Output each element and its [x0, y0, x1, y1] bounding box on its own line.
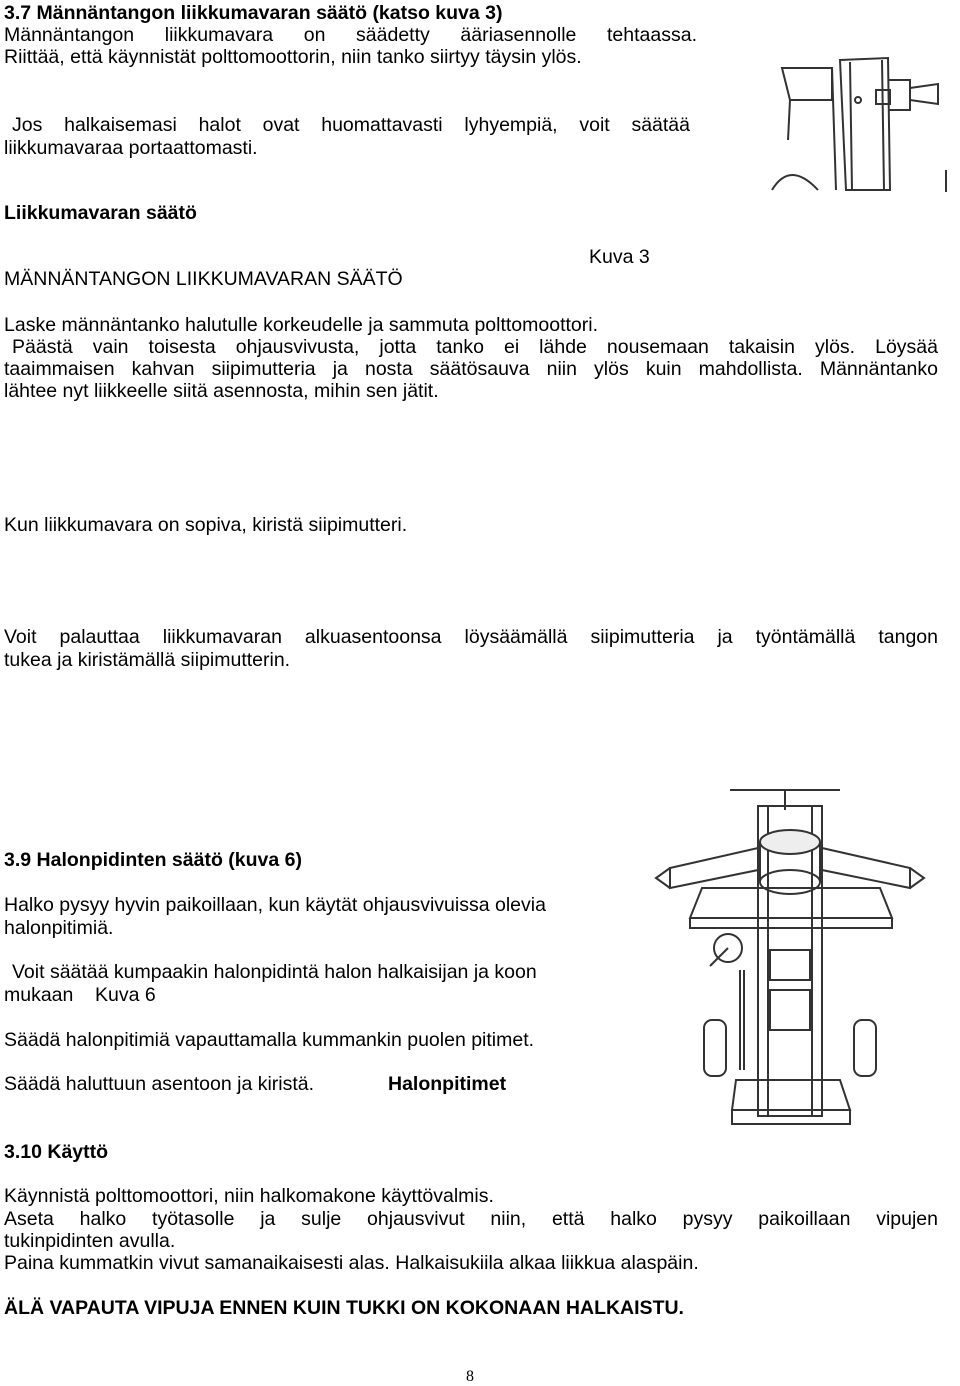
s310-line4: Paina kummatkin vivut samanaikaisesti alas. Halkaisukiila alkaa liikkua alaspäin. [4, 1252, 699, 1274]
s37-p3-line3: taaimmaisen kahvan siipimutteria ja nosta säätösauva niin ylös kuin mahdollista. Männäntanko [4, 358, 938, 380]
s37-p3-line4: lähtee nyt liikkeelle siitä asennosta, mihin sen jätit. [4, 380, 439, 402]
s39-p1-line2: halonpitimiä. [4, 917, 114, 939]
s37-p2-line1: Jos halkaisemasi halot ovat huomattavasti lyhyempiä, voit säätää [12, 114, 690, 136]
s37-p2-line2: liikkumavaraa portaattomasti. [4, 137, 258, 159]
s39-p1-line1: Halko pysyy hyvin paikoillaan, kun käytät ohjausvivuissa olevia [4, 894, 546, 916]
s37-p3-line2: Päästä vain toisesta ohjausvivusta, jotta tanko ei lähde nousemaan takaisin ylös. Löysää [12, 336, 938, 358]
s39-p2-line2: mukaan Kuva 6 [4, 984, 156, 1006]
s37-p3-line1: Laske männäntanko halutulle korkeudelle ja sammuta polttomoottori. [4, 314, 599, 336]
s37-caption: MÄNNÄNTANGON LIIKKUMAVARAN SÄÄTÖ [4, 268, 403, 290]
s310-line1: Käynnistä polttomoottori, niin halkomakone käyttövalmis. [4, 1185, 494, 1207]
log-holders-label: Halonpitimet [388, 1073, 507, 1095]
page-number: 8 [466, 1368, 474, 1385]
section-3-9-heading: 3.9 Halonpidinten säätö (kuva 6) [4, 849, 302, 871]
s37-p4: Kun liikkumavara on sopiva, kiristä siipimutteri. [4, 514, 408, 536]
figure-3-illustration [760, 40, 960, 200]
s37-p5-line2: tukea ja kiristämällä siipimutterin. [4, 649, 291, 671]
s310-line3: tukinpidinten avulla. [4, 1230, 176, 1252]
s39-p2-line1: Voit säätää kumpaakin halonpidintä halon halkaisijan ja koon [12, 961, 537, 983]
section-3-10-heading: 3.10 Käyttö [4, 1141, 109, 1163]
section-3-7-heading: 3.7 Männäntangon liikkumavaran säätö (katso kuva 3) [4, 2, 503, 24]
s37-p1-line2: Riittää, että käynnistät polttomoottorin, niin tanko siirtyy täysin ylös. [4, 46, 582, 68]
s37-p5-line1: Voit palauttaa liikkumavaran alkuasentoonsa löysäämällä siipimutteria ja työntämällä tangon [4, 626, 938, 648]
s310-line2: Aseta halko työtasolle ja sulje ohjausvivut niin, että halko pysyy paikoillaan vipujen [4, 1208, 938, 1230]
s37-subheading: Liikkumavaran säätö [4, 202, 197, 224]
s39-p4: Säädä haluttuun asentoon ja kiristä. [4, 1073, 315, 1095]
log-splitter-illustration [640, 770, 960, 1150]
s39-p3: Säädä halonpitimiä vapauttamalla kummankin puolen pitimet. [4, 1029, 535, 1051]
s37-p1-line1: Männäntangon liikkumavara on säädetty ääriasennolle tehtaassa. [4, 24, 697, 46]
warning-text: ÄLÄ VAPAUTA VIPUJA ENNEN KUIN TUKKI ON KOKONAAN HALKAISTU. [4, 1297, 684, 1319]
figure-3-label: Kuva 3 [589, 246, 650, 268]
